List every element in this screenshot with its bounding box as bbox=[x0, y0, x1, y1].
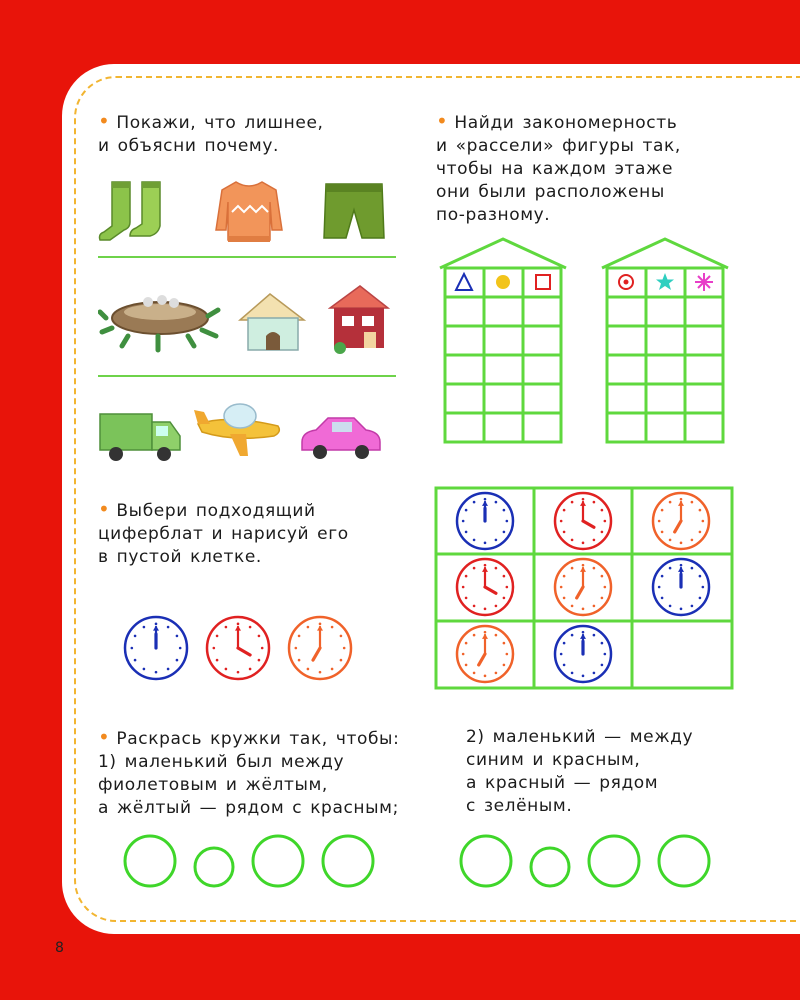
color-circle-large[interactable] bbox=[589, 836, 639, 886]
empty-cell[interactable] bbox=[634, 623, 730, 686]
clock-icon[interactable] bbox=[457, 626, 513, 682]
house-icon[interactable] bbox=[328, 282, 390, 354]
circles-set-1 bbox=[118, 832, 388, 894]
divider-line bbox=[98, 375, 396, 377]
color-circle-small[interactable] bbox=[195, 848, 233, 886]
color-circle-large[interactable] bbox=[659, 836, 709, 886]
clock-icon[interactable] bbox=[125, 617, 187, 679]
clock-icon[interactable] bbox=[555, 493, 611, 549]
clock-icon[interactable] bbox=[653, 493, 709, 549]
circle-icon[interactable] bbox=[496, 275, 510, 289]
clock-icon[interactable] bbox=[653, 559, 709, 615]
bullet-icon: • bbox=[98, 109, 111, 133]
clock-icon[interactable] bbox=[457, 559, 513, 615]
clock-options bbox=[120, 612, 370, 688]
color-circle-large[interactable] bbox=[253, 836, 303, 886]
task2-text: • Найди закономерность и «рассели» фигуры так, чтобы на каждом этаже они были расположены по-разному. bbox=[436, 109, 681, 225]
garbage-truck-icon[interactable] bbox=[98, 408, 182, 464]
birdhouse-icon[interactable] bbox=[236, 290, 310, 354]
divider-line bbox=[98, 256, 396, 258]
asterisk-icon[interactable] bbox=[695, 273, 713, 291]
shape-house-1 bbox=[436, 236, 570, 448]
color-circle-large[interactable] bbox=[323, 836, 373, 886]
bullet-icon: • bbox=[436, 109, 449, 133]
clock-options-svg bbox=[120, 612, 370, 684]
task1-text: • Покажи, что лишнее, и объясни почему. bbox=[98, 109, 324, 156]
color-circle-large[interactable] bbox=[125, 836, 175, 886]
boots-icon[interactable] bbox=[98, 178, 182, 246]
square-icon[interactable] bbox=[536, 275, 550, 289]
color-circle-large[interactable] bbox=[461, 836, 511, 886]
car-icon[interactable] bbox=[298, 412, 384, 462]
target-icon[interactable] bbox=[619, 275, 633, 289]
nest-icon[interactable] bbox=[98, 288, 222, 356]
page-number: 8 bbox=[55, 940, 64, 956]
task4-part2: 2) маленький — между синим и красным, а красный — рядом с зелёным. bbox=[466, 727, 694, 816]
airplane-icon[interactable] bbox=[192, 398, 284, 460]
clock-icon[interactable] bbox=[207, 617, 269, 679]
color-circle-small[interactable] bbox=[531, 848, 569, 886]
clock-icon[interactable] bbox=[289, 617, 351, 679]
circles-set-2 bbox=[454, 832, 724, 894]
sweater-icon[interactable] bbox=[214, 176, 284, 246]
bullet-icon: • bbox=[98, 497, 111, 521]
task3-text: • Выбери подходящий циферблат и нарисуй его в пустой клетке. bbox=[98, 497, 349, 567]
shape-house-2 bbox=[598, 236, 732, 448]
task4-text: • Раскрась кружки так, чтобы: 1) маленький был между фиолетовым и жёлтым, а жёлтый — рядом с красным; bbox=[98, 725, 400, 818]
bullet-icon: • bbox=[98, 725, 111, 749]
clock-icon[interactable] bbox=[555, 626, 611, 682]
clock-icon[interactable] bbox=[457, 493, 513, 549]
clock-grid bbox=[434, 486, 734, 690]
triangle-icon[interactable] bbox=[456, 274, 472, 290]
clock-icon[interactable] bbox=[555, 559, 611, 615]
shorts-icon[interactable] bbox=[322, 180, 386, 242]
star-icon[interactable] bbox=[656, 273, 674, 290]
